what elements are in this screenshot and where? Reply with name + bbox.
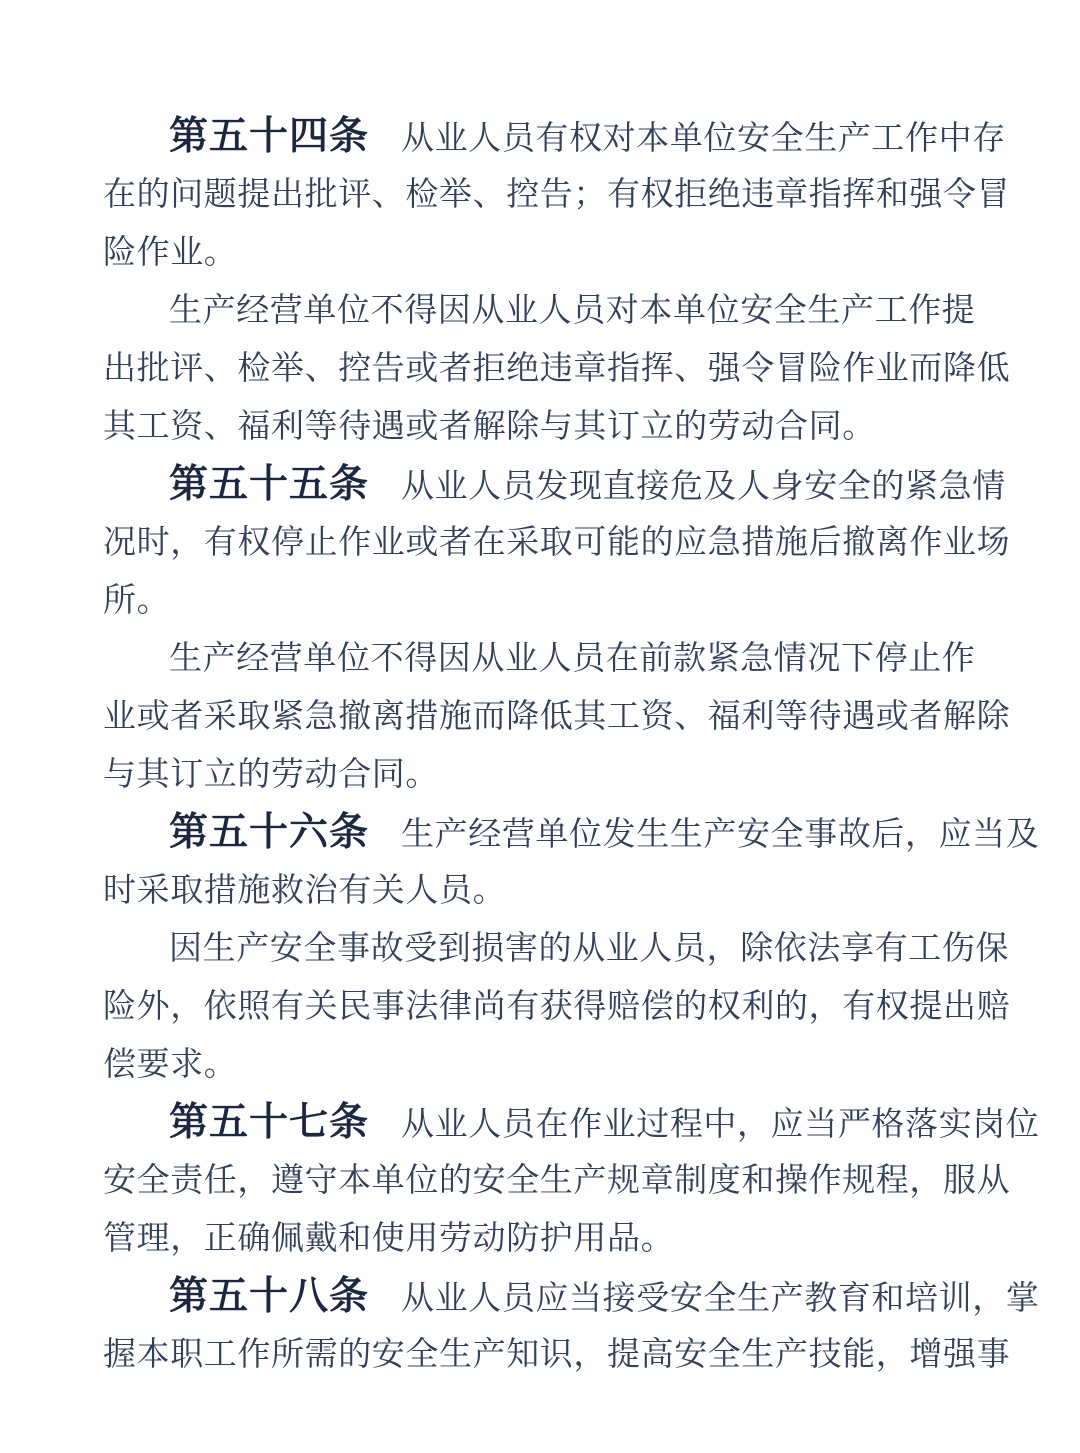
line-text: 与其订立的劳动合同。 [103,757,439,793]
article-number: 第五十七条 [169,1101,370,1144]
line-text: 因生产安全事故受到损害的从业人员，除依法享有工伤保 [169,931,1009,967]
line-text: 险作业。 [103,235,238,271]
line-text: 握本职工作所需的安全生产知识，提高安全生产技能，增强事 [103,1337,1011,1373]
article-number: 第五十八条 [169,1275,370,1318]
line-text: 险外，依照有关民事法律尚有获得赔偿的权利的，有权提出赔 [103,989,1011,1025]
line-text: 从业人员发现直接危及人身安全的紧急情 [401,469,1006,505]
line-text: 时采取措施救治有关人员。 [103,873,507,909]
text-line [103,1210,980,1268]
document-body [103,108,1040,1384]
line-text: 安全责任，遵守本单位的安全生产规章制度和操作规程，服从 [103,1163,1011,1199]
text-line [103,1094,1040,1152]
line-text: 生产经营单位发生生产安全事故后，应当及 [401,817,1040,853]
text-line [103,224,980,282]
text-line [103,920,1009,978]
line-text: 从业人员应当接受安全生产教育和培训，掌 [401,1281,1040,1317]
line-text: 所。 [103,583,171,619]
line-text: 生产经营单位不得因从业人员在前款紧急情况下停止作 [169,641,976,677]
text-line [103,804,1040,862]
text-line [103,398,980,456]
line-text: 业或者采取紧急撤离措施而降低其工资、福利等待遇或者解除 [103,699,1011,735]
line-text: 偿要求。 [103,1047,238,1083]
text-line [103,1326,1011,1384]
line-text: 从业人员有权对本单位安全生产工作中存 [401,121,1006,157]
line-text: 出批评、检举、控告或者拒绝违章指挥、强令冒险作业而降低 [103,351,1011,387]
article-number: 第五十六条 [169,811,370,854]
line-text: 管理，正确佩戴和使用劳动防护用品。 [103,1221,675,1257]
text-line [103,1036,980,1094]
text-line [103,166,1011,224]
line-text: 况时，有权停止作业或者在采取可能的应急措施后撤离作业场 [103,525,1011,561]
text-line [103,746,980,804]
text-line [103,572,980,630]
line-text: 在的问题提出批评、检举、控告；有权拒绝违章指挥和强令冒 [103,177,1011,213]
text-line [103,862,980,920]
text-line [103,978,1011,1036]
text-line [103,1268,1040,1326]
text-line [103,282,980,340]
article-number: 第五十四条 [169,115,370,158]
text-line [103,630,980,688]
text-line [103,456,1006,514]
line-text: 生产经营单位不得因从业人员对本单位安全生产工作提 [169,293,976,329]
text-line [103,108,1006,166]
text-line [103,1152,1011,1210]
text-line [103,514,1011,572]
line-text: 从业人员在作业过程中，应当严格落实岗位 [401,1107,1040,1143]
text-line [103,340,1011,398]
line-text: 其工资、福利等待遇或者解除与其订立的劳动合同。 [103,409,876,445]
article-number: 第五十五条 [169,463,370,506]
text-line [103,688,1011,746]
